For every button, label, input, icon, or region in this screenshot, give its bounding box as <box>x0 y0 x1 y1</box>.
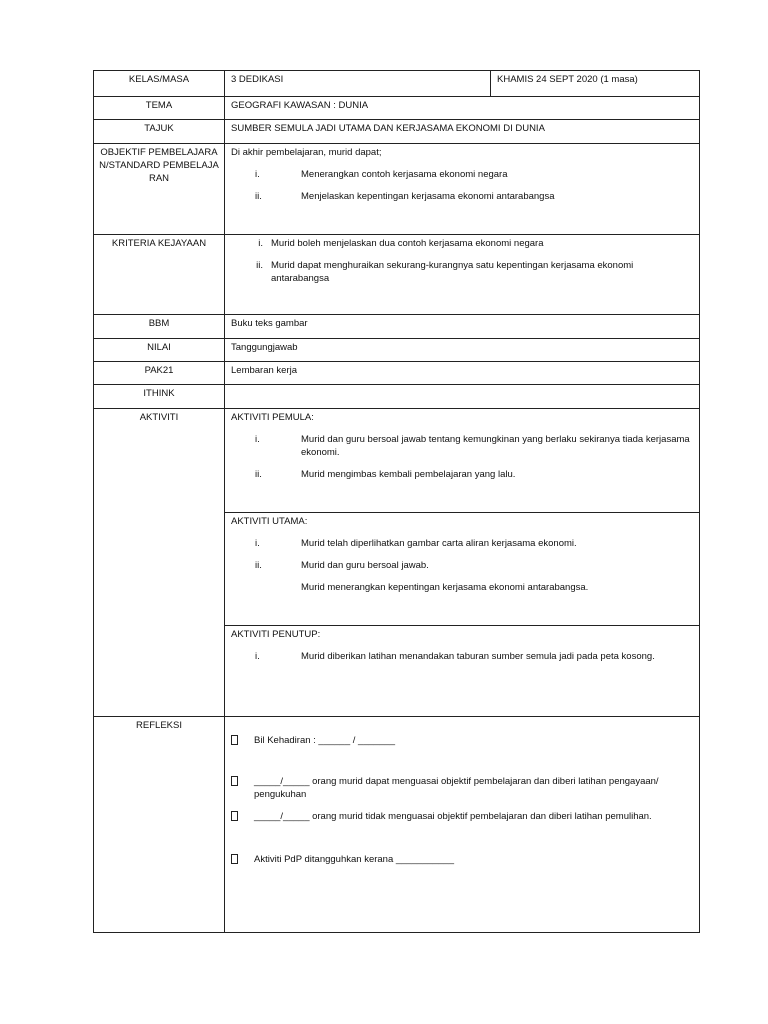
tajuk-label: TAJUK <box>94 120 225 144</box>
list-item: i. Murid dan guru bersoal jawab tentang kemungkinan yang berlaku sekiranya tiada kerjasama ekonomi. <box>255 434 690 458</box>
nilai-value: Tanggungjawab <box>225 339 700 362</box>
objektif-label: OBJEKTIF PEMBELAJARAN/STANDARD PEMBELAJARAN <box>94 144 225 235</box>
objektif-intro: Di akhir pembelajaran, murid dapat; <box>231 147 382 158</box>
pak21-value: Lembaran kerja <box>225 362 700 385</box>
aktiviti-utama-title: AKTIVITI UTAMA: <box>231 516 308 527</box>
tema-value: GEOGRAFI KAWASAN : DUNIA <box>225 97 700 120</box>
tema-label: TEMA <box>94 97 225 120</box>
objektif-cell <box>225 144 700 235</box>
tema-row <box>94 97 700 120</box>
list-item: i. Menerangkan contoh kerjasama ekonomi negara <box>255 169 508 180</box>
checkbox-icon <box>231 811 238 821</box>
bbm-value: Buku teks gambar <box>225 315 700 339</box>
list-item: i. Murid telah diperlihatkan gambar carta aliran kerjasama ekonomi. <box>255 538 577 549</box>
aktiviti-pemula-list <box>231 433 693 481</box>
refleksi-item: Aktiviti PdP ditangguhkan kerana ___________ <box>231 853 693 866</box>
aktiviti-penutup-title: AKTIVITI PENUTUP: <box>231 629 321 640</box>
list-item: i. Murid boleh menjelaskan dua contoh kerjasama ekonomi negara <box>258 238 544 249</box>
aktiviti-utama-list <box>231 537 693 572</box>
nilai-label: NILAI <box>94 339 225 362</box>
aktiviti-pemula-cell <box>225 409 700 513</box>
bbm-label: BBM <box>94 315 225 339</box>
refleksi-item: Bil Kehadiran : ______ / _______ <box>231 734 693 747</box>
kelas-value: 3 DEDIKASI <box>225 71 491 97</box>
list-item: ii. Menjelaskan kepentingan kerjasama ekonomi antarabangsa <box>255 191 555 202</box>
ithink-row <box>94 385 700 409</box>
objektif-row <box>94 144 700 235</box>
list-item: ii. Murid dan guru bersoal jawab. <box>255 560 429 571</box>
kriteria-cell <box>225 235 700 315</box>
kriteria-label: KRITERIA KEJAYAAN <box>94 235 225 315</box>
lesson-plan-table <box>93 70 700 933</box>
aktiviti-label: AKTIVITI <box>94 409 225 717</box>
date-value: KHAMIS 24 SEPT 2020 (1 masa) <box>491 71 700 97</box>
tajuk-row <box>94 120 700 144</box>
refleksi-row <box>94 717 700 933</box>
checkbox-icon <box>231 854 238 864</box>
refleksi-item: _____/_____ orang murid dapat menguasai objektif pembelajaran dan diberi latihan pengayaan/ pengukuhan <box>231 775 693 801</box>
aktiviti-pemula-row <box>94 409 700 513</box>
pak21-label: PAK21 <box>94 362 225 385</box>
checkbox-icon <box>231 735 238 745</box>
bbm-row <box>94 315 700 339</box>
aktiviti-utama-extra: Murid menerangkan kepentingan kerjasama ekonomi antarabangsa. <box>301 582 589 593</box>
ithink-label: ITHINK <box>94 385 225 409</box>
kelas-label: KELAS/MASA <box>94 71 225 97</box>
checkbox-icon <box>231 776 238 786</box>
refleksi-item: _____/_____ orang murid tidak menguasai objektif pembelajaran dan diberi latihan pemulihan. <box>231 810 693 823</box>
kriteria-row <box>94 235 700 315</box>
kriteria-list <box>231 237 693 285</box>
ithink-value <box>225 385 700 409</box>
aktiviti-utama-cell <box>225 513 700 626</box>
header-row <box>94 71 700 97</box>
list-item: ii. Murid mengimbas kembali pembelajaran yang lalu. <box>255 469 516 480</box>
pak21-row <box>94 362 700 385</box>
refleksi-label: REFLEKSI <box>94 717 225 933</box>
tajuk-value: SUMBER SEMULA JADI UTAMA DAN KERJASAMA EKONOMI DI DUNIA <box>225 120 700 144</box>
list-item: ii. Murid dapat menghuraikan sekurang-kurangnya satu kepentingan kerjasama ekonomi antarabangsa <box>256 260 634 284</box>
aktiviti-penutup-cell <box>225 626 700 717</box>
list-item: i. Murid diberikan latihan menandakan taburan sumber semula jadi pada peta kosong. <box>255 651 655 662</box>
nilai-row <box>94 339 700 362</box>
aktiviti-penutup-list <box>231 650 693 663</box>
refleksi-cell <box>225 717 700 933</box>
objektif-list <box>231 168 693 203</box>
aktiviti-pemula-title: AKTIVITI PEMULA: <box>231 412 314 423</box>
